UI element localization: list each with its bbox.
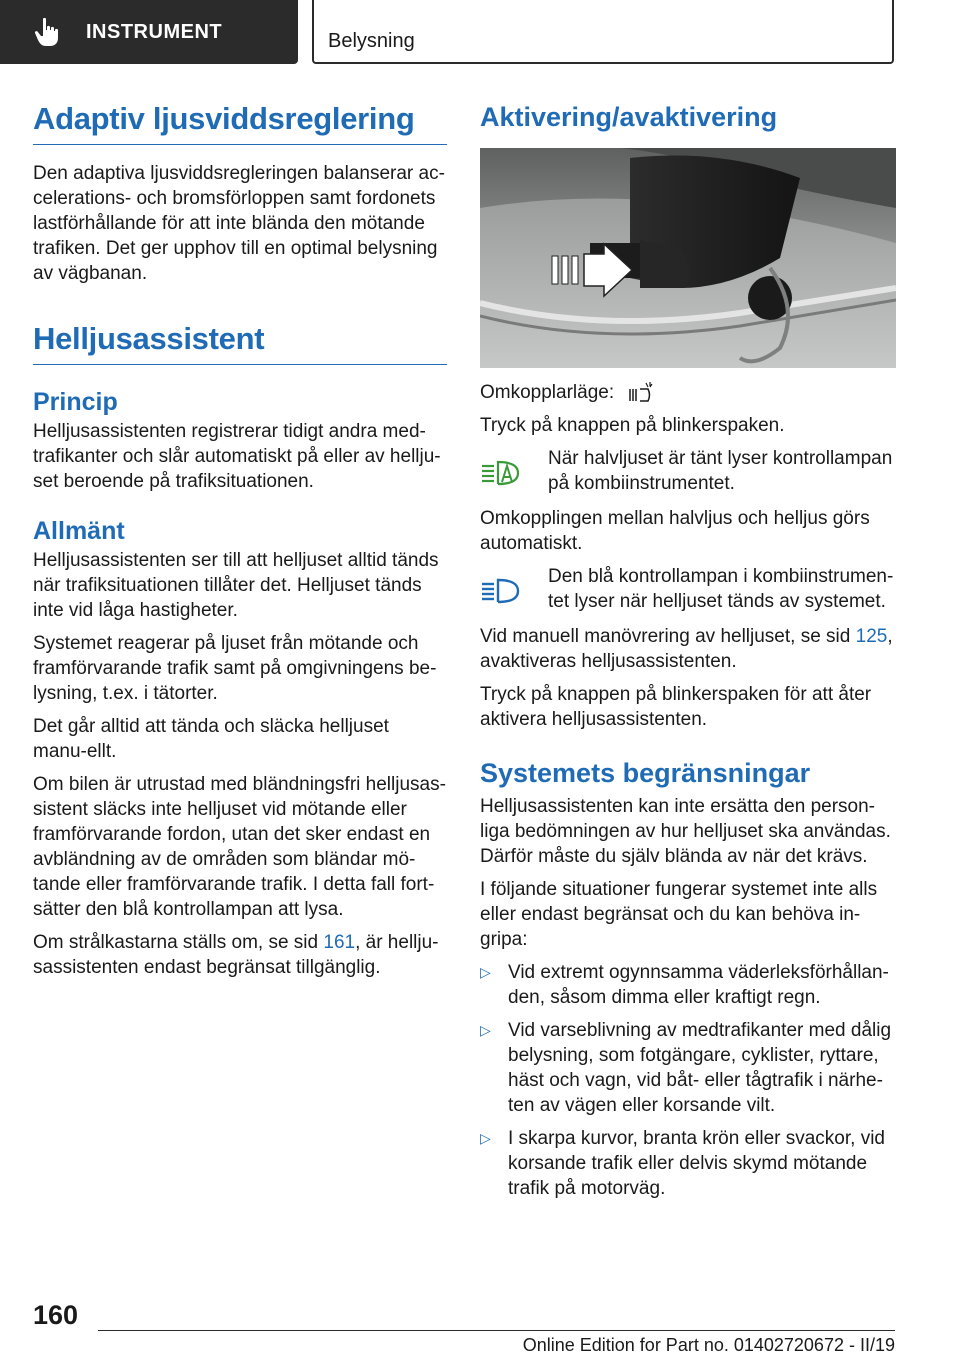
chapter-tab[interactable]	[0, 0, 298, 64]
paragraph-begransningar-2: I följande situationer fungerar systemet inte alls eller endast begränsat och du kan behöva in-gripa:	[480, 879, 878, 950]
heading-allmant: Allmänt	[33, 517, 125, 545]
list-item	[480, 1018, 896, 1118]
heading-adaptive: Adaptiv ljusviddsreglering	[33, 100, 447, 145]
triangle-right-icon: ▷	[480, 1130, 491, 1146]
pointing-hand-icon	[30, 15, 64, 49]
list-item-text: I skarpa kurvor, branta krön eller svackor, vid korsande trafik eller delvis skymd mötande trafik på motorväg.	[508, 1128, 885, 1199]
paragraph-allmant-4: Om bilen är utrustad med bländningsfri helljusas-sistent släcks inte helljuset vid mötande eller framförvarande fordon, utan det sker endast en avbländning av de områden som bländar mö-tande eller framförvarande trafik. I detta fall fort-sätter den blå kontrollampan att lysa.	[33, 774, 446, 920]
chapter-title: INSTRUMENT	[86, 20, 223, 43]
lever-press-icon	[624, 381, 654, 405]
paragraph-allmant-3: Det går alltid att tända och släcka helljuset manu-ellt.	[33, 716, 389, 762]
indicator-blue-description	[548, 564, 896, 614]
text-segment: Om strålkastarna ställs om, se sid	[33, 932, 324, 953]
turn-signal-lever-photo	[480, 148, 896, 368]
heading-aktivering: Aktivering/avaktivering	[480, 102, 778, 132]
list-item-text: Vid varseblivning av medtrafikanter med dålig belysning, som fotgängare, cyklister, ryttare, häst och vagn, vid båt- eller tågtrafik i närhe-ten av vägen eller korsande vilt.	[508, 1020, 892, 1116]
paragraph-begransningar-1: Helljusassistenten kan inte ersätta den person-liga bedömningen av hur helljuset ska användas. Därför måste du själv blända av när det krävs.	[480, 796, 891, 867]
heading-begransningar: Systemets begränsningar	[480, 758, 811, 788]
paragraph-omkoppling: Omkopplingen mellan halvljus och helljus görs automatiskt.	[480, 508, 870, 554]
heading-princip: Princip	[33, 388, 118, 416]
page-link-125[interactable]: 125	[855, 626, 888, 647]
edition-text: Online Edition for Part no. 01402720672 - II/19	[522, 1335, 895, 1355]
triangle-right-icon: ▷	[480, 1022, 491, 1038]
page-number: 160	[33, 1300, 79, 1330]
paragraph-manuell	[480, 624, 896, 674]
section-title: Belysning	[328, 30, 415, 52]
page-link-161[interactable]: 161	[323, 932, 356, 953]
high-beam-blue-icon	[480, 570, 520, 610]
paragraph-princip: Helljusassistenten registrerar tidigt andra med-trafikanter och slår automatiskt på eller av hellju-set beroende på trafiksituationen.	[33, 421, 441, 492]
right-column	[480, 100, 896, 1209]
indicator-block-blue	[480, 564, 896, 614]
switch-position-label: Omkopplarläge:	[480, 382, 615, 403]
indicator-green-text: När halvljuset är tänt lyser kontrollampan på kombiinstrumentet.	[548, 448, 893, 494]
list-item	[480, 1126, 896, 1201]
high-beam-assist-green-icon	[480, 452, 520, 492]
paragraph-tryck: Tryck på knappen på blinkerspaken.	[480, 415, 785, 436]
indicator-block-green	[480, 446, 896, 496]
limitations-list	[480, 960, 896, 1201]
text-segment: Vid manuell manövrering av helljuset, se sid	[480, 626, 856, 647]
footer-divider	[98, 1330, 895, 1331]
switch-position-line	[480, 380, 896, 405]
paragraph-allmant-2: Systemet reagerar på ljuset från mötande och framförvarande trafik samt på omgivningens be-lysning, t.ex. i tätorter.	[33, 633, 437, 704]
paragraph-allmant-5	[33, 930, 447, 980]
indicator-green-description	[548, 446, 896, 496]
paragraph-tryck-ater: Tryck på knappen på blinkerspaken för att åter aktivera helljusassistenten.	[480, 684, 872, 730]
list-item-text: Vid extremt ogynnsamma väderleksförhållan-den, såsom dimma eller kraftigt regn.	[508, 962, 889, 1008]
list-item	[480, 960, 896, 1010]
section-header	[312, 0, 894, 64]
text-segment: , är hellju-sassistenten endast begränsat tillgänglig.	[33, 932, 439, 978]
indicator-blue-text: Den blå kontrollampan i kombiinstrumen-tet lyser när helljuset tänds av systemet.	[548, 566, 894, 612]
left-column	[33, 100, 447, 988]
paragraph-allmant-1: Helljusassistenten ser till att helljuset alltid tänds när trafiksituationen tillåter det. Helljuset tänds inte vid låga hastigheter.	[33, 550, 439, 621]
paragraph-adaptive: Den adaptiva ljusviddsregleringen balanserar ac-celerations- och bromsförloppen samt fordonets lastförhållande för att inte blända den mötande trafiken. Det ger upphov till en optimal belysning av vägbanan.	[33, 163, 445, 284]
triangle-right-icon: ▷	[480, 964, 491, 980]
heading-helljusassistent: Helljusassistent	[33, 320, 447, 365]
text-segment: , avaktiveras helljusassistenten.	[480, 626, 893, 672]
